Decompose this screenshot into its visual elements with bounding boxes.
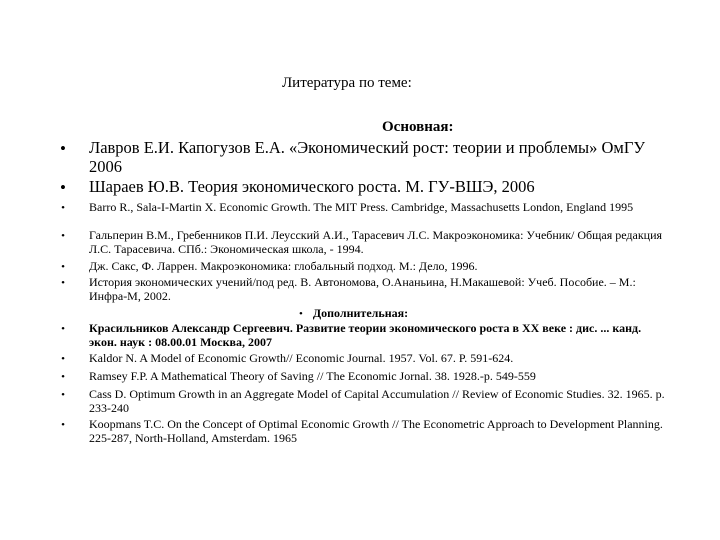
bullet: •: [61, 323, 65, 335]
list-item: Cass D. Optimum Growth in an Aggregate Model of Capital Accumulation // Review of Economic Studies. 32. 1965. p. 233-240: [89, 387, 665, 415]
list-item: Лавров Е.И. Капогузов Е.А. «Экономический рост: теории и проблемы» ОмГУ 2006: [89, 138, 646, 176]
bullet: •: [61, 261, 65, 273]
section-heading-extra: [299, 306, 408, 321]
list-item: Дж. Сакс, Ф. Ларрен. Макроэкономика: глобальный подход. М.: Дело, 1996.: [89, 259, 478, 273]
list-item: Шараев Ю.В. Теория экономического роста. М. ГУ-ВШЭ, 2006: [89, 177, 535, 196]
bullet: •: [60, 178, 66, 197]
section-heading-extra-label: Дополнительная:: [312, 306, 409, 320]
bullet: •: [60, 139, 66, 158]
list-item: Koopmans T.C. On the Concept of Optimal Economic Growth // The Econometric Approach to Development Planning. 225-287, North-Holland, Amsterdam. 1965: [89, 417, 663, 445]
bullet: •: [61, 419, 65, 431]
bullet: •: [299, 308, 303, 320]
list-item: Barro R., Sala-I-Martin X. Economic Growth. The MIT Press. Cambridge, Massachusetts London, England 1995: [89, 200, 634, 214]
list-item: Ramsey F.P. A Mathematical Theory of Saving // The Economic Jornal. 38. 1928.-p. 549-559: [89, 369, 536, 383]
bullet: •: [61, 389, 65, 401]
list-item: Гальперин В.М., Гребенников П.И. Леусский А.И., Тарасевич Л.С. Макроэкономика: Учебник/ Общая редакция Л.С. Тарасевича. СПб.: Экономическая школа, - 1994.: [89, 228, 663, 256]
list-item: Kaldor N. A Model of Economic Growth// Economic Journal. 1957. Vol. 67. P. 591-624.: [89, 351, 514, 365]
section-heading-main: Основная:: [382, 119, 454, 135]
bullet: •: [61, 230, 65, 242]
bullet: •: [61, 371, 65, 383]
bullet: •: [61, 277, 65, 289]
list-item: История экономических учений/под ред. В. Автономова, О.Ананьина, Н.Макашевой: Учеб. Пособие. – М.: Инфра-М, 2002.: [89, 275, 636, 303]
list-item: Красильников Александр Сергеевич. Развитие теории экономического роста в XX веке : дис. ... канд. экон. наук : 08.00.01 Москва, 2007: [89, 321, 642, 349]
bullet: •: [61, 202, 65, 214]
bullet: •: [61, 353, 65, 365]
page-title: Литература по теме:: [282, 75, 412, 91]
